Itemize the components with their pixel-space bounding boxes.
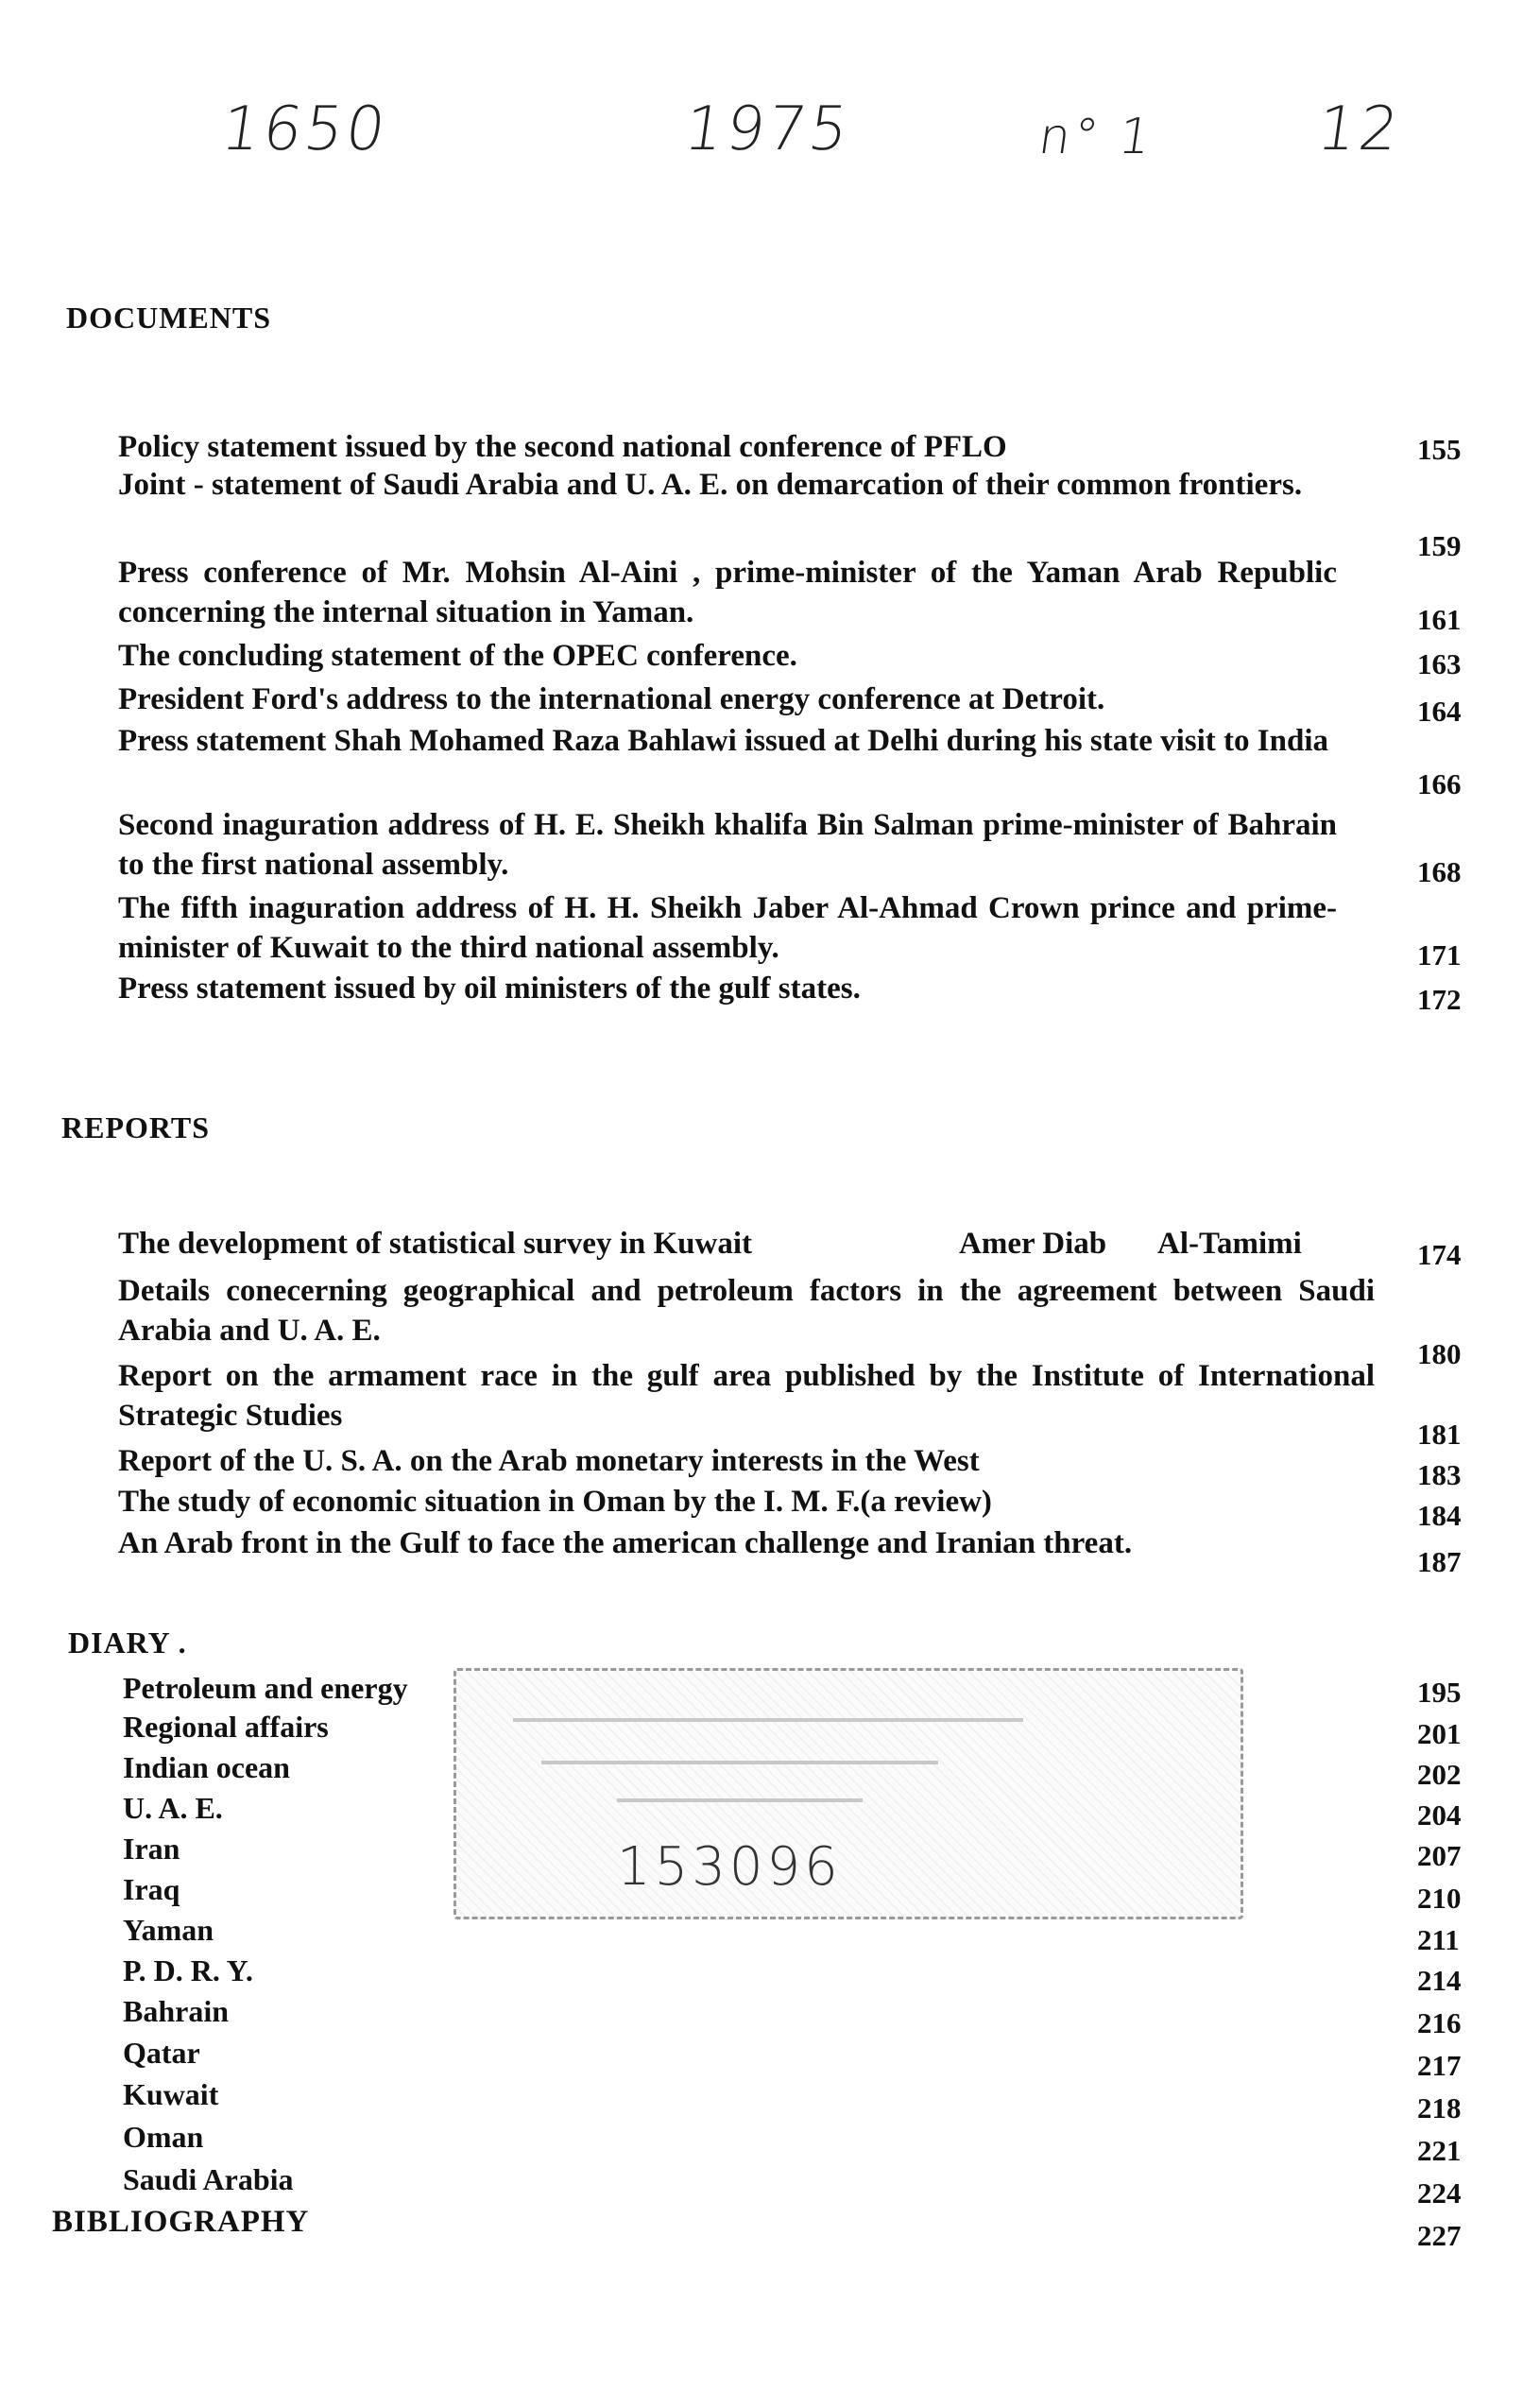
- diary-item: Petroleum and energy: [123, 1671, 408, 1705]
- stamp-line: [513, 1718, 1023, 1722]
- toc-entry: The study of economic situation in Oman by the I. M. F.(a review): [118, 1485, 992, 1519]
- toc-entry: Details conecerning geographical and petroleum factors in the agreement between Saudi Arabia and U. A. E.: [118, 1274, 1375, 1348]
- handwritten-note-number: 1650: [216, 95, 393, 164]
- toc-page-number: 187: [1417, 1545, 1462, 1578]
- toc-entry: Report of the U. S. A. on the Arab monetary interests in the West: [118, 1444, 980, 1478]
- stamp-accession-number: 153096: [617, 1836, 842, 1898]
- diary-item: Indian ocean: [123, 1750, 290, 1784]
- handwritten-note-year: 1975: [679, 95, 856, 164]
- diary-page-number: 218: [1417, 2091, 1462, 2124]
- diary-page-number: 207: [1417, 1839, 1462, 1872]
- diary-page-number: 202: [1417, 1758, 1462, 1791]
- diary-page-number: 224: [1417, 2176, 1462, 2210]
- handwritten-note-page: 12: [1312, 95, 1406, 164]
- toc-entry: The development of statistical survey in Kuwait: [118, 1227, 752, 1261]
- diary-item: Iran: [123, 1832, 180, 1866]
- diary-page-number: 204: [1417, 1798, 1462, 1832]
- diary-item: Regional affairs: [123, 1710, 329, 1744]
- toc-page-number: 171: [1417, 938, 1462, 972]
- toc-page-number: 155: [1417, 433, 1462, 466]
- bibliography-heading: BIBLIOGRAPHY: [52, 2205, 310, 2239]
- toc-entry: The concluding statement of the OPEC conference.: [118, 639, 797, 673]
- bibliography-page-number: 227: [1417, 2219, 1462, 2252]
- diary-page-number: 221: [1417, 2134, 1462, 2167]
- toc-page-number: 183: [1417, 1458, 1462, 1491]
- diary-item: Bahrain: [123, 1994, 230, 2028]
- toc-entry: The fifth inaguration address of H. H. Sheikh Jaber Al-Ahmad Crown prince and prime-minister of Kuwait to the third national assembly.: [118, 891, 1337, 965]
- toc-page-number: 164: [1417, 695, 1462, 728]
- toc-page-number: 161: [1417, 603, 1462, 636]
- diary-page-number: 217: [1417, 2049, 1462, 2082]
- diary-item: Qatar: [123, 2036, 200, 2070]
- toc-entry: Policy statement issued by the second national conference of PFLO: [118, 430, 1007, 464]
- toc-page-number: 180: [1417, 1337, 1462, 1370]
- diary-item: Kuwait: [123, 2077, 219, 2111]
- documents-heading: DOCUMENTS: [66, 301, 272, 335]
- diary-item: Yaman: [123, 1913, 214, 1947]
- report-author-last: Al-Tamimi: [1157, 1227, 1302, 1261]
- toc-entry: Press statement issued by oil ministers of the gulf states.: [118, 972, 861, 1006]
- diary-item: Saudi Arabia: [123, 2162, 294, 2196]
- toc-page-number: 163: [1417, 647, 1462, 680]
- toc-page-number: 184: [1417, 1499, 1462, 1532]
- diary-page-number: 211: [1417, 1923, 1460, 1956]
- toc-page-number: 172: [1417, 983, 1462, 1016]
- toc-entry: Second inaguration address of H. E. Sheikh khalifa Bin Salman prime-minister of Bahrain to the first national assembly.: [118, 808, 1337, 882]
- toc-page-number: 174: [1417, 1238, 1462, 1271]
- diary-item: P. D. R. Y.: [123, 1953, 253, 1987]
- diary-page-number: 216: [1417, 2006, 1462, 2039]
- report-author-first: Amer Diab: [959, 1227, 1107, 1261]
- toc-page-number: 166: [1417, 767, 1462, 800]
- toc-entry: Press statement Shah Mohamed Raza Bahlawi issued at Delhi during his state visit to India: [118, 724, 1328, 758]
- toc-entry: Press conference of Mr. Mohsin Al-Aini , prime-minister of the Yaman Arab Republic concerning the internal situation in Yaman.: [118, 556, 1337, 629]
- toc-entry: An Arab front in the Gulf to face the american challenge and Iranian threat.: [118, 1526, 1133, 1560]
- diary-page-number: 210: [1417, 1882, 1462, 1915]
- reports-heading: REPORTS: [61, 1110, 211, 1144]
- diary-item: U. A. E.: [123, 1791, 223, 1825]
- handwritten-note-issue: n° 1: [1035, 109, 1157, 165]
- diary-page-number: 214: [1417, 1964, 1462, 1997]
- stamp-line: [541, 1761, 938, 1764]
- diary-heading: DIARY .: [68, 1626, 187, 1660]
- toc-entry: Joint - statement of Saudi Arabia and U. A. E. on demarcation of their common frontiers.: [118, 468, 1303, 502]
- library-stamp: [453, 1668, 1243, 1919]
- toc-page-number: 159: [1417, 529, 1462, 562]
- toc-page-number: 168: [1417, 855, 1462, 888]
- diary-item: Iraq: [123, 1872, 180, 1906]
- toc-page-number: 181: [1417, 1418, 1462, 1451]
- stamp-line: [617, 1798, 863, 1802]
- diary-page-number: 195: [1417, 1676, 1462, 1709]
- diary-page-number: 201: [1417, 1717, 1462, 1750]
- diary-item: Oman: [123, 2120, 204, 2154]
- toc-entry: Report on the armament race in the gulf area published by the Institute of International Strategic Studies: [118, 1359, 1375, 1433]
- toc-entry: President Ford's address to the international energy conference at Detroit.: [118, 682, 1105, 716]
